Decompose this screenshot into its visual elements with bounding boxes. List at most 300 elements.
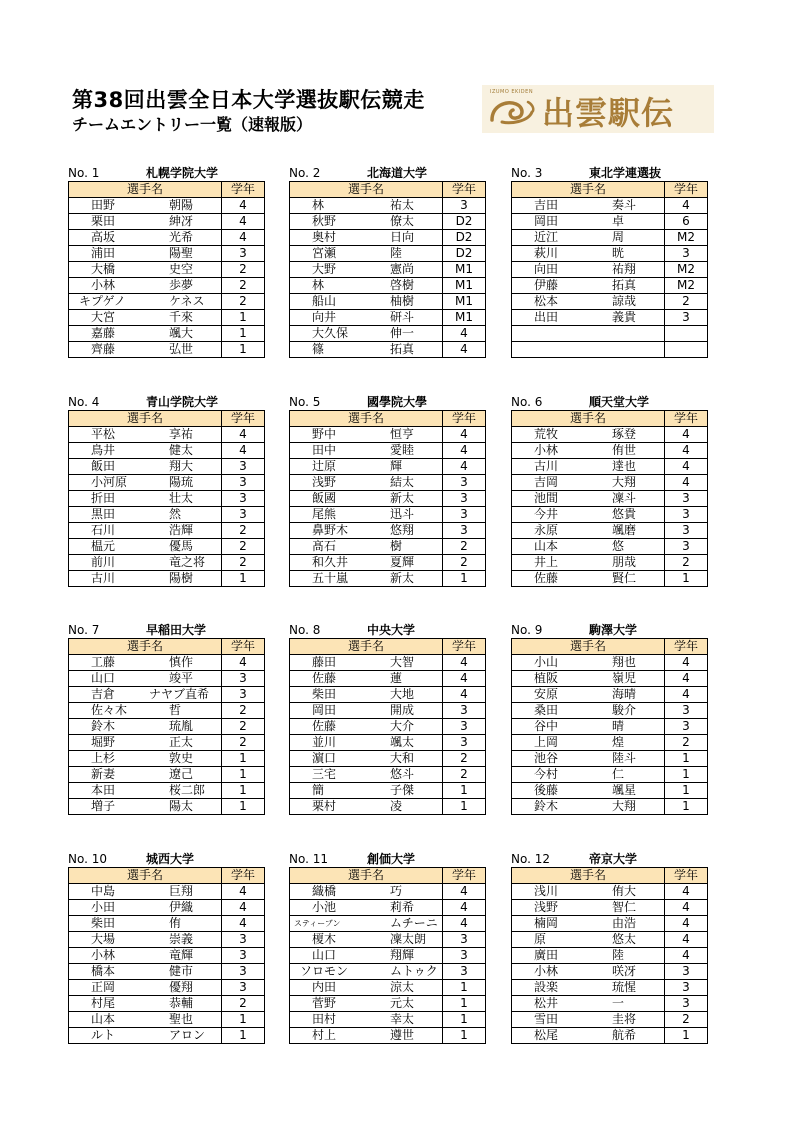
runner-row — [69, 278, 265, 294]
runner-row — [512, 491, 708, 507]
runner-surname: 伊藤 — [534, 278, 559, 292]
runner-year: 4 — [665, 671, 708, 687]
runner-given-name: 陽樹 — [169, 571, 194, 585]
runner-given-name: 巨翔 — [169, 884, 194, 898]
runner-year: 2 — [222, 539, 265, 555]
runner-row — [290, 459, 486, 475]
runner-name-cell — [290, 735, 443, 751]
runner-surname: 林 — [312, 198, 325, 212]
runner-surname: 桑田 — [534, 703, 559, 717]
runner-row — [69, 799, 265, 815]
runner-name-cell — [290, 719, 443, 735]
runner-year: 3 — [665, 703, 708, 719]
runner-surname: ルト — [91, 1028, 116, 1042]
runner-name-cell — [512, 884, 665, 900]
team-block — [289, 395, 485, 587]
runner-surname: 大久保 — [312, 326, 349, 340]
runner-given-name: 朋哉 — [612, 555, 637, 569]
runner-name-cell — [512, 751, 665, 767]
runner-row — [290, 767, 486, 783]
runner-surname: ソロモン — [300, 964, 349, 978]
runner-name-cell — [512, 719, 665, 735]
team-header — [511, 852, 707, 867]
runner-given-name: 健太 — [169, 443, 194, 457]
name-column-header: 選手名 — [290, 182, 443, 198]
runner-given-name: 侑世 — [612, 443, 637, 457]
runner-row — [290, 719, 486, 735]
runner-year: 2 — [665, 735, 708, 751]
runner-given-name: 祐翔 — [612, 262, 637, 276]
runner-row — [290, 262, 486, 278]
runner-surname: 岡田 — [534, 214, 559, 228]
name-column-header: 選手名 — [290, 868, 443, 884]
team-block — [511, 395, 707, 587]
runner-year: 3 — [222, 459, 265, 475]
runner-year: 3 — [443, 523, 486, 539]
runner-name-cell — [69, 964, 222, 980]
runner-year: 4 — [222, 230, 265, 246]
roster-table — [511, 410, 708, 587]
runner-given-name: 侑大 — [612, 884, 637, 898]
year-column-header: 学年 — [665, 182, 708, 198]
runner-row — [69, 342, 265, 358]
runner-year: 3 — [222, 980, 265, 996]
runner-surname: 村尾 — [91, 996, 116, 1010]
runner-year: 4 — [665, 932, 708, 948]
runner-given-name: 琉胤 — [169, 719, 194, 733]
runner-surname: 萩川 — [534, 246, 559, 260]
runner-row — [512, 1012, 708, 1028]
runner-given-name: 伊織 — [169, 900, 194, 914]
runner-surname: 田野 — [91, 198, 116, 212]
runner-year: 3 — [222, 475, 265, 491]
runner-year: 4 — [222, 916, 265, 932]
runner-year: 1 — [665, 751, 708, 767]
runner-surname: 向田 — [534, 262, 559, 276]
team-number: No. 9 — [511, 623, 543, 637]
runner-row — [69, 948, 265, 964]
runner-given-name: 愛睦 — [390, 443, 415, 457]
runner-year: D2 — [443, 214, 486, 230]
runner-year: 3 — [665, 996, 708, 1012]
runner-row — [290, 996, 486, 1012]
runner-year: 1 — [665, 1028, 708, 1044]
runner-row — [290, 294, 486, 310]
runner-row — [290, 326, 486, 342]
roster-table — [289, 181, 486, 358]
runner-row — [290, 310, 486, 326]
runner-surname: 黒田 — [91, 507, 116, 521]
runner-row — [290, 735, 486, 751]
runner-year: 4 — [222, 443, 265, 459]
runner-surname: 正岡 — [91, 980, 116, 994]
runner-year: 4 — [665, 687, 708, 703]
runner-row — [512, 539, 708, 555]
runner-name-cell — [512, 687, 665, 703]
team-block — [289, 852, 485, 1044]
runner-name-cell — [69, 491, 222, 507]
team-block — [511, 166, 707, 358]
runner-given-name: 恒亨 — [390, 427, 415, 441]
year-column-header: 学年 — [665, 639, 708, 655]
runner-surname: 柴田 — [312, 687, 337, 701]
roster-table — [289, 638, 486, 815]
team-school: 帝京大学 — [589, 852, 638, 866]
runner-year: M2 — [665, 230, 708, 246]
runner-given-name: 幸太 — [390, 1012, 415, 1026]
runner-given-name: 慎作 — [169, 655, 194, 669]
runner-given-name: 駿介 — [612, 703, 637, 717]
runner-given-name: 蓮 — [390, 671, 403, 685]
runner-year: 1 — [222, 342, 265, 358]
runner-row — [290, 571, 486, 587]
runner-row — [512, 555, 708, 571]
runner-surname: 佐々木 — [91, 703, 128, 717]
runner-surname: 平松 — [91, 427, 116, 441]
runner-name-cell — [512, 246, 665, 262]
runner-given-name: ケネス — [169, 294, 205, 308]
runner-year: 1 — [443, 571, 486, 587]
runner-given-name: 新太 — [390, 491, 415, 505]
runner-name-cell — [290, 310, 443, 326]
runner-row — [290, 246, 486, 262]
team-school: 國學院大學 — [367, 395, 428, 409]
runner-surname: 浅野 — [534, 900, 559, 914]
runner-given-name: 海晴 — [612, 687, 637, 701]
year-column-header: 学年 — [222, 182, 265, 198]
runner-year: 2 — [665, 1012, 708, 1028]
runner-year: 1 — [222, 571, 265, 587]
team-school: 早稲田大学 — [146, 623, 207, 637]
runner-row — [69, 294, 265, 310]
runner-name-cell — [69, 507, 222, 523]
runner-surname: 齊藤 — [91, 342, 116, 356]
runner-year: 3 — [443, 491, 486, 507]
runner-row — [290, 342, 486, 358]
runner-row — [512, 342, 708, 358]
runner-surname: 山口 — [91, 671, 116, 685]
runner-given-name: 樹 — [390, 539, 403, 553]
roster-table — [289, 410, 486, 587]
runner-given-name: 恭輔 — [169, 996, 194, 1010]
runner-name-cell — [69, 900, 222, 916]
team-number: No. 4 — [68, 395, 100, 409]
logo-wordmark: 出雲駅伝 — [542, 94, 675, 132]
runner-surname: 今井 — [534, 507, 559, 521]
runner-name-cell — [512, 539, 665, 555]
runner-year: 3 — [443, 703, 486, 719]
runner-year: 2 — [665, 555, 708, 571]
runner-name-cell — [290, 459, 443, 475]
runner-given-name: 大地 — [390, 687, 415, 701]
runner-row — [512, 262, 708, 278]
runner-name-cell — [512, 735, 665, 751]
runner-year: 1 — [443, 783, 486, 799]
runner-given-name: 諒哉 — [612, 294, 637, 308]
runner-row — [290, 214, 486, 230]
runner-name-cell — [512, 278, 665, 294]
runner-surname: 小林 — [534, 443, 559, 457]
runner-given-name: 大翔 — [612, 799, 637, 813]
runner-name-cell — [69, 948, 222, 964]
runner-given-name: 颯大 — [169, 326, 194, 340]
runner-name-cell — [290, 262, 443, 278]
runner-given-name: 開成 — [390, 703, 415, 717]
team-number: No. 10 — [68, 852, 108, 866]
runner-year: 1 — [443, 799, 486, 815]
team-block — [289, 166, 485, 358]
runner-name-cell — [69, 932, 222, 948]
runner-name-cell — [512, 262, 665, 278]
year-column-header: 学年 — [443, 182, 486, 198]
runner-name-cell — [512, 427, 665, 443]
runner-year: 1 — [665, 767, 708, 783]
team-school: 創価大学 — [367, 852, 416, 866]
runner-year: 1 — [222, 783, 265, 799]
runner-name-cell — [290, 571, 443, 587]
runner-row — [69, 443, 265, 459]
runner-year: 3 — [443, 735, 486, 751]
runner-row — [512, 278, 708, 294]
runner-row — [290, 475, 486, 491]
runner-given-name: 日向 — [390, 230, 415, 244]
runner-year: 1 — [222, 1012, 265, 1028]
runner-given-name: 翔大 — [169, 459, 194, 473]
team-header — [68, 623, 264, 638]
runner-surname: 佐藤 — [312, 671, 337, 685]
runner-year: 4 — [443, 443, 486, 459]
runner-name-cell — [290, 539, 443, 555]
runner-surname: 井上 — [534, 555, 559, 569]
roster-table — [68, 867, 265, 1044]
runner-row — [512, 932, 708, 948]
runner-name-cell — [512, 523, 665, 539]
runner-given-name: 晴 — [612, 719, 625, 733]
runner-year: 3 — [443, 475, 486, 491]
runner-surname: 小河原 — [91, 475, 128, 489]
runner-given-name: 陽聖 — [169, 246, 194, 260]
runner-given-name: 僚太 — [390, 214, 415, 228]
roster-table — [511, 181, 708, 358]
runner-surname: 栗田 — [91, 214, 116, 228]
year-column-header: 学年 — [222, 868, 265, 884]
runner-given-name: 義貴 — [612, 310, 637, 324]
runner-surname: 鈴木 — [534, 799, 559, 813]
runner-year: 1 — [222, 751, 265, 767]
runner-year: 4 — [222, 198, 265, 214]
runner-name-cell — [512, 655, 665, 671]
runner-name-cell — [512, 459, 665, 475]
runner-name-cell — [290, 932, 443, 948]
runner-surname: 安原 — [534, 687, 559, 701]
year-column-header: 学年 — [443, 639, 486, 655]
name-column-header: 選手名 — [512, 868, 665, 884]
runner-given-name: 迅斗 — [390, 507, 415, 521]
runner-row — [69, 427, 265, 443]
runner-surname: 柴田 — [91, 916, 116, 930]
page-title: 第38回出雲全日本大学選抜駅伝競走 — [72, 88, 425, 112]
roster-header-row — [512, 182, 708, 198]
runner-year: 2 — [222, 996, 265, 1012]
team-number: No. 5 — [289, 395, 321, 409]
runner-name-cell — [69, 1028, 222, 1044]
runner-year: 4 — [665, 900, 708, 916]
runner-row — [69, 996, 265, 1012]
roster-header-row — [290, 868, 486, 884]
runner-surname: 佐藤 — [534, 571, 559, 585]
runner-row — [69, 1028, 265, 1044]
runner-name-cell — [290, 900, 443, 916]
runner-row — [290, 980, 486, 996]
runner-surname: 古川 — [534, 459, 559, 473]
team-block — [511, 623, 707, 815]
runner-year: 4 — [665, 198, 708, 214]
runner-surname: 佐藤 — [312, 719, 337, 733]
runner-given-name: ナヤブ直希 — [149, 687, 210, 701]
logo-small-text: IZUMO EKIDEN — [490, 89, 534, 95]
name-column-header: 選手名 — [290, 411, 443, 427]
izumo-ekiden-logo — [482, 85, 714, 133]
runner-given-name: 達也 — [612, 459, 637, 473]
runner-name-cell — [512, 932, 665, 948]
runner-name-cell — [512, 294, 665, 310]
team-block — [511, 852, 707, 1044]
runner-given-name: 柚樹 — [390, 294, 415, 308]
runner-name-cell — [69, 214, 222, 230]
year-column-header: 学年 — [665, 868, 708, 884]
team-school: 順天堂大学 — [589, 395, 650, 409]
page-subtitle: チームエントリー一覧（速報版） — [72, 115, 313, 134]
roster-table — [68, 638, 265, 815]
runner-surname: 高坂 — [91, 230, 116, 244]
runner-name-cell — [69, 783, 222, 799]
runner-given-name: 奏斗 — [612, 198, 637, 212]
runner-given-name: 周 — [612, 230, 625, 244]
runner-row — [69, 475, 265, 491]
runner-surname: 小田 — [91, 900, 116, 914]
runner-surname: 濵口 — [312, 751, 337, 765]
team-number: No. 12 — [511, 852, 551, 866]
runner-row — [290, 687, 486, 703]
runner-row — [512, 900, 708, 916]
runner-surname: 堀野 — [91, 735, 116, 749]
team-header — [511, 623, 707, 638]
runner-row — [69, 932, 265, 948]
runner-row — [512, 980, 708, 996]
runner-row — [69, 964, 265, 980]
runner-year: M2 — [665, 278, 708, 294]
runner-name-cell — [69, 198, 222, 214]
roster-header-row — [69, 639, 265, 655]
wave-emblem-icon — [488, 94, 536, 126]
runner-row — [69, 980, 265, 996]
runner-year: 4 — [665, 427, 708, 443]
runner-row — [290, 964, 486, 980]
runner-surname: 植阪 — [534, 671, 559, 685]
runner-given-name: 敦史 — [169, 751, 194, 765]
runner-row — [69, 555, 265, 571]
runner-year: 1 — [665, 799, 708, 815]
runner-given-name: 拓真 — [390, 342, 415, 356]
runner-row — [69, 735, 265, 751]
runner-year: 1 — [222, 799, 265, 815]
runner-given-name: 哲 — [169, 703, 182, 717]
team-header — [68, 852, 264, 867]
runner-name-cell — [290, 980, 443, 996]
runner-row — [290, 900, 486, 916]
runner-year: 3 — [443, 198, 486, 214]
runner-surname: 上杉 — [91, 751, 116, 765]
runner-year: 2 — [222, 555, 265, 571]
runner-row — [290, 278, 486, 294]
runner-surname: 鈴木 — [91, 719, 116, 733]
runner-year: 3 — [665, 964, 708, 980]
runner-row — [69, 916, 265, 932]
runner-year: M1 — [443, 262, 486, 278]
roster-header-row — [512, 639, 708, 655]
runner-name-cell — [290, 507, 443, 523]
runner-year: 2 — [443, 767, 486, 783]
runner-given-name: 圭将 — [612, 1012, 637, 1026]
runner-surname: 後藤 — [534, 783, 559, 797]
runner-year: 4 — [443, 459, 486, 475]
runner-year: 3 — [222, 491, 265, 507]
runner-name-cell — [512, 799, 665, 815]
runner-year: 1 — [222, 767, 265, 783]
runner-name-cell — [69, 475, 222, 491]
runner-surname: 鼻野木 — [312, 523, 349, 537]
runner-given-name: 颯磨 — [612, 523, 637, 537]
runner-surname: 設楽 — [534, 980, 559, 994]
runner-name-cell — [69, 671, 222, 687]
runner-name-cell — [512, 948, 665, 964]
roster-header-row — [69, 411, 265, 427]
roster-header-row — [290, 411, 486, 427]
runner-name-cell — [290, 326, 443, 342]
runner-surname: 山口 — [312, 948, 337, 962]
runner-surname: 前川 — [91, 555, 116, 569]
runner-year: 4 — [665, 443, 708, 459]
runner-year: 4 — [665, 459, 708, 475]
runner-year: 4 — [443, 916, 486, 932]
name-column-header: 選手名 — [512, 411, 665, 427]
runner-surname: 中島 — [91, 884, 116, 898]
runner-surname: 池間 — [534, 491, 559, 505]
runner-row — [290, 703, 486, 719]
runner-given-name: 由浩 — [612, 916, 637, 930]
team-header — [289, 623, 485, 638]
runner-given-name: 智仁 — [612, 900, 637, 914]
roster-header-row — [290, 639, 486, 655]
runner-name-cell — [69, 342, 222, 358]
runner-row — [512, 767, 708, 783]
runner-name-cell — [290, 491, 443, 507]
runner-name-cell — [512, 1012, 665, 1028]
runner-given-name: 琢登 — [612, 427, 637, 441]
runner-surname: 鳥井 — [91, 443, 116, 457]
runner-given-name: 享祐 — [169, 427, 194, 441]
runner-name-cell — [512, 1028, 665, 1044]
runner-name-cell — [69, 539, 222, 555]
runner-year: 1 — [665, 783, 708, 799]
runner-surname: 嘉藤 — [91, 326, 116, 340]
team-school: 城西大学 — [146, 852, 195, 866]
runner-given-name: 翔也 — [612, 655, 637, 669]
runner-row — [512, 198, 708, 214]
runner-name-cell — [69, 246, 222, 262]
runner-given-name: 琉惺 — [612, 980, 637, 994]
runner-year: 2 — [222, 719, 265, 735]
